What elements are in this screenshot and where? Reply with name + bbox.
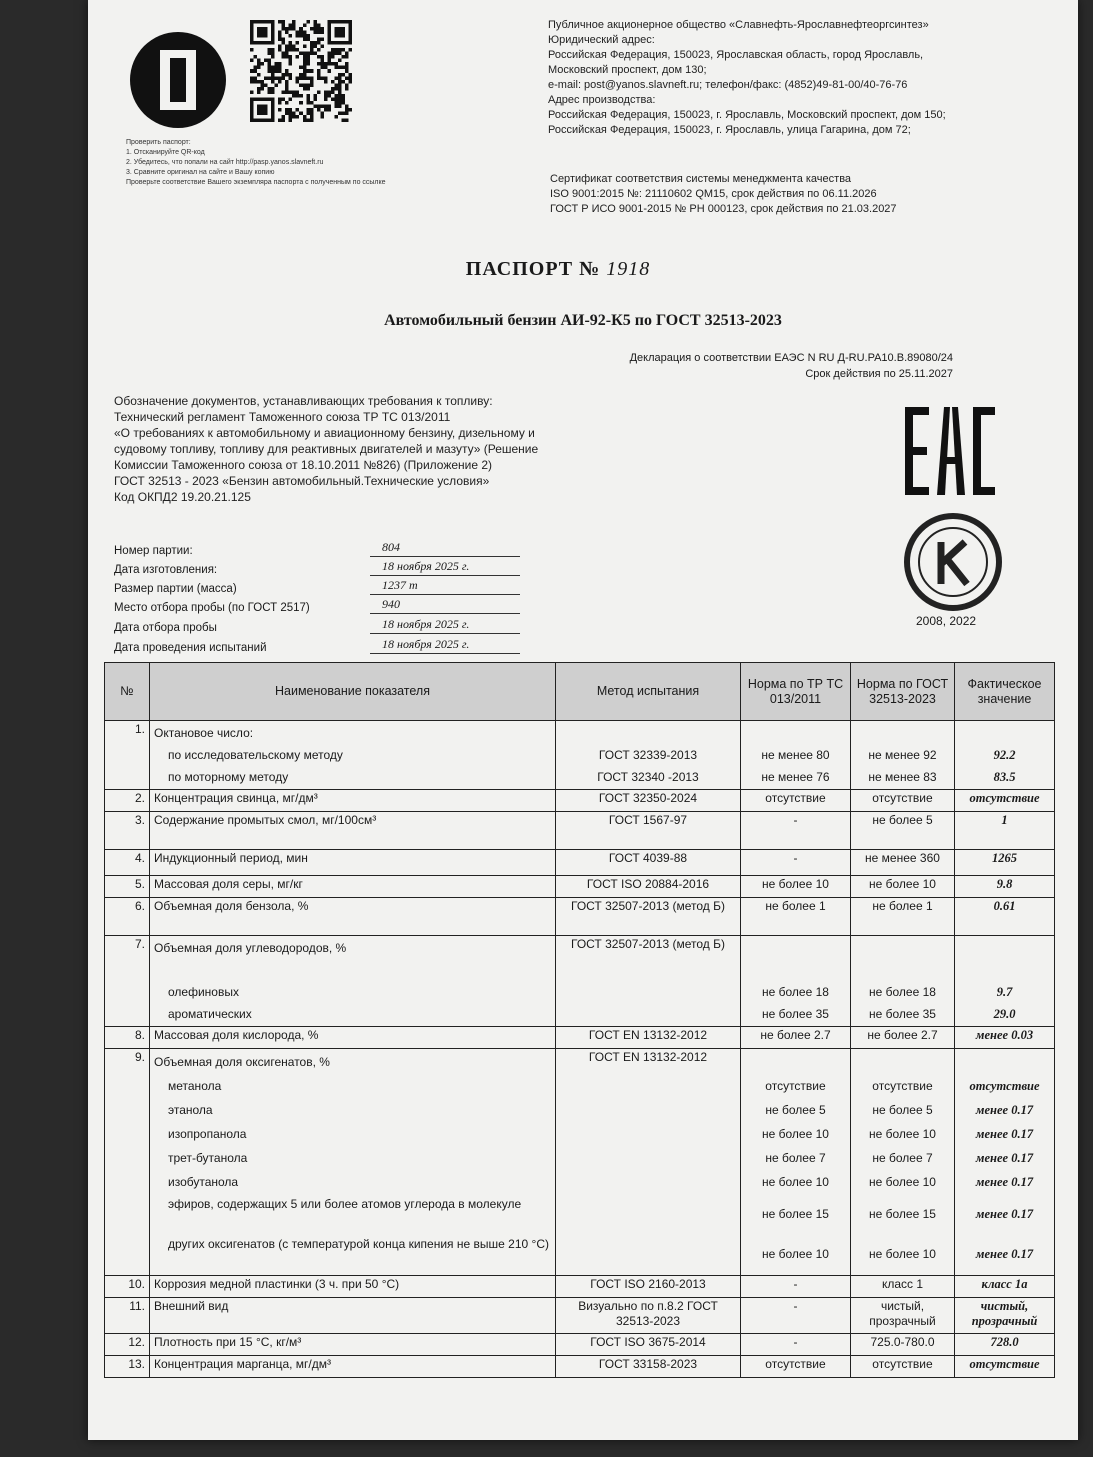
row-parameter: Массовая доля серы, мг/кг <box>150 876 556 898</box>
batch-label: Номер партии: <box>114 545 193 557</box>
qr-hint-line: Проверить паспорт: <box>126 139 191 146</box>
row-actual: 1 <box>955 812 1055 850</box>
batch-row <box>114 595 534 614</box>
row-norm-gost: не более 2.7 <box>851 1027 955 1049</box>
norm-value: не менее 80 <box>761 748 830 762</box>
qr-code-icon[interactable] <box>250 20 352 122</box>
norm-value: отсутствие <box>765 1079 826 1093</box>
row-norm-trts <box>741 936 851 1027</box>
norm-value: не менее 83 <box>868 770 937 784</box>
company-line: Московский проспект, дом 130; <box>548 64 707 76</box>
company-line: Адрес производства: <box>548 94 656 106</box>
sub-parameter: изобутанола <box>168 1175 239 1189</box>
table-row <box>105 898 1055 936</box>
parameters-table <box>104 662 1055 1378</box>
company-line: Российская Федерация, 150023, Ярославская область, город Ярославль, <box>548 49 924 61</box>
row-norm-gost: чистый, прозрачный <box>851 1298 955 1334</box>
norm-value: не более 10 <box>762 1127 829 1141</box>
company-line: Юридический адрес: <box>548 34 655 46</box>
row-actual: чистый, прозрачный <box>955 1298 1055 1334</box>
regulation-line: Технический регламент Таможенного союза ТР ТС 013/2011 <box>114 410 451 424</box>
row-actual: отсутствие <box>955 1356 1055 1378</box>
declaration <box>508 350 953 382</box>
row-parameter: Содержание промытых смол, мг/100см³ <box>150 812 556 850</box>
norm-value: не более 7 <box>765 1151 826 1165</box>
declaration-validity: Срок действия по 25.11.2027 <box>805 368 953 380</box>
row-norm-gost: 725.0-780.0 <box>851 1334 955 1356</box>
row-method: ГОСТ 4039-88 <box>556 850 741 876</box>
header-method: Метод испытания <box>556 663 741 721</box>
row-norm-gost: отсутствие <box>851 1356 955 1378</box>
row-norm-gost: не менее 360 <box>851 850 955 876</box>
passport-title <box>88 258 1028 281</box>
parameter-name: Объемная доля оксигенатов, % <box>154 1055 330 1069</box>
sub-parameter: по исследовательскому методу <box>168 748 343 762</box>
row-norm-trts: - <box>741 1276 851 1298</box>
row-method: ГОСТ ISO 2160-2013 <box>556 1276 741 1298</box>
quality-certificates <box>550 172 1050 217</box>
qr-hint-line: 2. Убедитесь, что попали на сайт http://pasp.yanos.slavneft.ru <box>126 159 324 166</box>
sub-parameter: олефиновых <box>168 985 239 999</box>
sub-parameter: по моторному методу <box>168 770 289 784</box>
company-line: Публичное акционерное общество «Славнефть-Ярославнефтеоргсинтез» <box>548 19 929 31</box>
row-parameter: Концентрация свинца, мг/дм³ <box>150 790 556 812</box>
batch-value: 1237 т <box>370 578 520 595</box>
sub-parameter: трет-бутанола <box>168 1151 248 1165</box>
row-method: ГОСТ EN 13132-2012 <box>556 1027 741 1049</box>
table-row <box>105 1356 1055 1378</box>
actual-value: менее 0.17 <box>975 1127 1034 1141</box>
table-row <box>105 1027 1055 1049</box>
cert-line: ISO 9001:2015 №: 21110602 QM15, срок действия по 06.11.2026 <box>550 188 877 200</box>
row-actual: класс 1а <box>955 1276 1055 1298</box>
row-parameter: Внешний вид <box>150 1298 556 1334</box>
product-name: Автомобильный бензин АИ-92-К5 по ГОСТ 32513-2023 <box>384 312 782 329</box>
sub-parameter: ароматических <box>168 1007 252 1021</box>
row-norm-trts <box>741 1049 851 1276</box>
row-norm-gost <box>851 721 955 790</box>
regulation-line: ГОСТ 32513 - 2023 «Бензин автомобильный.Технические условия» <box>114 474 490 488</box>
quality-award-seal <box>903 512 1003 612</box>
row-norm-gost: не более 10 <box>851 876 955 898</box>
norm-value: не более 10 <box>869 1127 936 1141</box>
norm-value: не более 18 <box>762 985 829 999</box>
sub-parameter: эфиров, содержащих 5 или более атомов углерода в молекуле <box>168 1197 522 1211</box>
row-number: 4. <box>105 850 150 876</box>
actual-value: менее 0.17 <box>975 1151 1034 1165</box>
row-parameter: Коррозия медной пластинки (3 ч. при 50 °С) <box>150 1276 556 1298</box>
row-parameter <box>150 1049 556 1276</box>
row-norm-trts: - <box>741 1298 851 1334</box>
norm-value: не более 35 <box>762 1007 829 1021</box>
table-header-row <box>105 663 1055 721</box>
regulation-line: «О требованиях к автомобильному и авиационному бензину, дизельному и <box>114 426 535 440</box>
row-norm-trts: не более 1 <box>741 898 851 936</box>
declaration-number: Декларация о соответствии ЕАЭС N RU Д-RU.PA10.B.89080/24 <box>629 352 953 364</box>
qr-hint-line: 1. Отсканируйте QR-код <box>126 149 205 156</box>
actual-value: менее 0.17 <box>975 1247 1034 1261</box>
norm-value: не более 10 <box>762 1247 829 1261</box>
qr-hint <box>126 138 506 188</box>
row-norm-trts: - <box>741 1334 851 1356</box>
regulation-line: Комиссии Таможенного союза от 18.10.2011 №826) (Приложение 2) <box>114 458 493 472</box>
row-number: 1. <box>105 721 150 790</box>
row-method: ГОСТ ISO 20884-2016 <box>556 876 741 898</box>
row-number: 2. <box>105 790 150 812</box>
company-logo <box>128 30 228 130</box>
row-parameter <box>150 936 556 1027</box>
cert-line: Сертификат соответствия системы менеджмента качества <box>550 173 852 185</box>
row-norm-gost: не более 5 <box>851 812 955 850</box>
qr-hint-line: Проверьте соответствие Вашего экземпляра паспорта с полученным по ссылке <box>126 179 386 186</box>
row-actual <box>955 721 1055 790</box>
norm-value: не более 10 <box>869 1175 936 1189</box>
row-method: ГОСТ 33158-2023 <box>556 1356 741 1378</box>
actual-value: менее 0.17 <box>975 1175 1034 1189</box>
sub-parameter: изопропанола <box>168 1127 247 1141</box>
row-number: 6. <box>105 898 150 936</box>
actual-value: менее 0.17 <box>975 1207 1034 1221</box>
table-row <box>105 850 1055 876</box>
sub-parameter: этанола <box>168 1103 213 1117</box>
row-method: ГОСТ 32507-2013 (метод Б) <box>556 898 741 936</box>
table-row <box>105 876 1055 898</box>
row-norm-gost: отсутствие <box>851 790 955 812</box>
norm-value: не более 7 <box>872 1151 933 1165</box>
batch-row <box>114 538 534 557</box>
row-norm-trts: отсутствие <box>741 1356 851 1378</box>
table-row <box>105 1298 1055 1334</box>
norm-value: не более 10 <box>869 1247 936 1261</box>
table-row <box>105 1276 1055 1298</box>
actual-value: отсутствие <box>969 1079 1040 1093</box>
row-parameter: Массовая доля кислорода, % <box>150 1027 556 1049</box>
row-parameter <box>150 721 556 790</box>
actual-value: 9.7 <box>996 985 1013 999</box>
batch-label: Место отбора пробы (по ГОСТ 2517) <box>114 602 310 614</box>
sub-parameter: метанола <box>168 1079 222 1093</box>
passport-document <box>88 0 1078 1440</box>
batch-value: 18 ноября 2025 г. <box>370 637 520 654</box>
row-number: 10. <box>105 1276 150 1298</box>
company-line: Российская Федерация, 150023, г. Ярославль, Московский проспект, дом 150; <box>548 109 946 121</box>
row-actual <box>955 1049 1055 1276</box>
row-norm-trts: - <box>741 812 851 850</box>
batch-row <box>114 634 534 654</box>
batch-label: Размер партии (масса) <box>114 583 237 595</box>
norm-value: не менее 92 <box>868 748 937 762</box>
table-row <box>105 812 1055 850</box>
regulation-line: Код ОКПД2 19.20.21.125 <box>114 490 251 504</box>
actual-value: 92.2 <box>993 748 1016 762</box>
row-method: ГОСТ ISO 3675-2014 <box>556 1334 741 1356</box>
batch-label: Дата изготовления: <box>114 564 218 576</box>
row-actual: 9.8 <box>955 876 1055 898</box>
row-actual: 0.61 <box>955 898 1055 936</box>
row-actual: 1265 <box>955 850 1055 876</box>
regulation-line: судовому топливу, топливу для реактивных двигателей и мазуту» (Решение <box>114 442 539 456</box>
row-norm-trts: не более 10 <box>741 876 851 898</box>
row-parameter: Объемная доля бензола, % <box>150 898 556 936</box>
batch-value: 18 ноября 2025 г. <box>370 559 520 576</box>
batch-label: Дата отбора пробы <box>114 622 217 634</box>
row-parameter: Концентрация марганца, мг/дм³ <box>150 1356 556 1378</box>
parameter-name: Объемная доля углеводородов, % <box>154 941 347 955</box>
row-method <box>556 721 741 790</box>
table-row <box>105 1049 1055 1276</box>
norm-value: не более 5 <box>765 1103 826 1117</box>
table-row <box>105 1334 1055 1356</box>
batch-value: 804 <box>370 540 520 557</box>
award-years: 2008, 2022 <box>916 614 977 628</box>
cert-line: ГОСТ Р ИСО 9001-2015 № РН 000123, срок действия по 21.03.2027 <box>550 203 897 215</box>
row-norm-trts <box>741 721 851 790</box>
company-info <box>548 18 1048 138</box>
row-number: 8. <box>105 1027 150 1049</box>
header-norm-trts: Норма по ТР ТС 013/2011 <box>741 663 851 721</box>
norm-value: отсутствие <box>872 1079 933 1093</box>
table-row <box>105 936 1055 1027</box>
parameter-name: Октановое число: <box>154 726 254 740</box>
row-norm-gost <box>851 936 955 1027</box>
norm-value: не более 35 <box>869 1007 936 1021</box>
row-actual: 728.0 <box>955 1334 1055 1356</box>
row-number: 9. <box>105 1049 150 1276</box>
row-number: 7. <box>105 936 150 1027</box>
row-norm-gost: класс 1 <box>851 1276 955 1298</box>
company-line: e-mail: post@yanos.slavneft.ru; телефон/факс: (4852)49-81-00/40-76-76 <box>548 79 908 91</box>
batch-info <box>114 538 534 654</box>
table-row <box>105 790 1055 812</box>
header-actual: Фактическое значение <box>955 663 1055 721</box>
row-norm-gost: не более 1 <box>851 898 955 936</box>
row-norm-gost <box>851 1049 955 1276</box>
header-parameter: Наименование показателя <box>150 663 556 721</box>
row-number: 3. <box>105 812 150 850</box>
row-norm-trts: не более 2.7 <box>741 1027 851 1049</box>
batch-value: 18 ноября 2025 г. <box>370 617 520 634</box>
passport-number: 1918 <box>606 258 651 280</box>
eac-mark <box>903 405 998 497</box>
row-method: Визуально по п.8.2 ГОСТ 32513-2023 <box>556 1298 741 1334</box>
actual-value: 83.5 <box>993 770 1016 784</box>
row-method: ГОСТ 1567-97 <box>556 812 741 850</box>
norm-value: не более 18 <box>869 985 936 999</box>
method-value: ГОСТ 32339-2013 <box>598 748 698 762</box>
row-method: ГОСТ EN 13132-2012 <box>556 1049 741 1276</box>
row-number: 5. <box>105 876 150 898</box>
batch-row <box>114 557 534 576</box>
sub-parameter: других оксигенатов (с температурой конца кипения не выше 210 °С) <box>168 1237 549 1251</box>
batch-value: 940 <box>370 597 520 614</box>
row-actual: менее 0.03 <box>955 1027 1055 1049</box>
header-norm-gost: Норма по ГОСТ 32513-2023 <box>851 663 955 721</box>
row-method: ГОСТ 32350-2024 <box>556 790 741 812</box>
actual-value: 29.0 <box>993 1007 1016 1021</box>
regulations <box>114 393 614 505</box>
row-number: 13. <box>105 1356 150 1378</box>
qr-hint-line: 3. Сравните оригинал на сайте и Вашу копию <box>126 169 275 176</box>
actual-value: менее 0.17 <box>975 1103 1034 1117</box>
batch-label: Дата проведения испытаний <box>114 642 267 654</box>
row-actual <box>955 936 1055 1027</box>
row-norm-trts: отсутствие <box>741 790 851 812</box>
norm-value: не более 15 <box>762 1207 829 1221</box>
norm-value: не более 5 <box>872 1103 933 1117</box>
row-parameter: Индукционный период, мин <box>150 850 556 876</box>
header-number: № <box>105 663 150 721</box>
table-row <box>105 721 1055 790</box>
row-parameter: Плотность при 15 °С, кг/м³ <box>150 1334 556 1356</box>
row-number: 12. <box>105 1334 150 1356</box>
row-norm-trts: - <box>741 850 851 876</box>
batch-row <box>114 614 534 634</box>
norm-value: не менее 76 <box>761 770 830 784</box>
norm-value: не более 10 <box>762 1175 829 1189</box>
row-number: 11. <box>105 1298 150 1334</box>
row-method: ГОСТ 32507-2013 (метод Б) <box>556 936 741 1027</box>
passport-title-label: ПАСПОРТ № <box>465 258 601 280</box>
norm-value: не более 15 <box>869 1207 936 1221</box>
row-actual: отсутствие <box>955 790 1055 812</box>
company-line: Российская Федерация, 150023, г. Ярославль, улица Гагарина, дом 72; <box>548 124 911 136</box>
regulation-line: Обозначение документов, устанавливающих требования к топливу: <box>114 394 493 408</box>
method-value: ГОСТ 32340 -2013 <box>597 770 699 784</box>
batch-row <box>114 576 534 595</box>
